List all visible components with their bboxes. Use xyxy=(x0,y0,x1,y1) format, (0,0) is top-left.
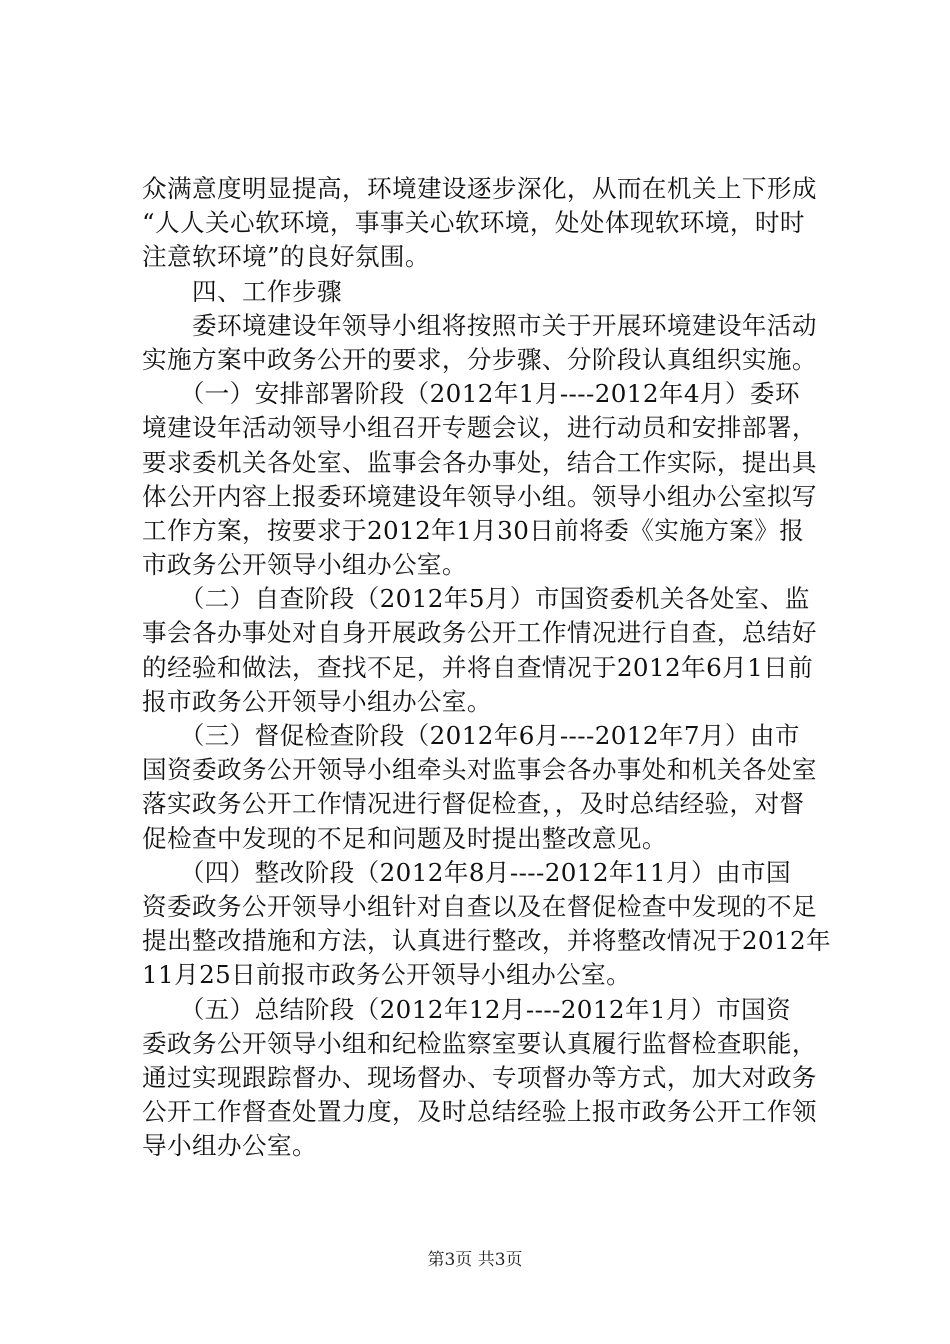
text-line: （一）安排部署阶段（2012年1月----2012年4月）委环 xyxy=(142,379,800,409)
text-line: （四）整改阶段（2012年8月----2012年11月）由市国 xyxy=(142,857,791,887)
text-line: 公开工作督查处置力度，及时总结经验上报市政务公开工作领 xyxy=(142,1097,817,1127)
text-line: 通过实现跟踪督办、现场督办、专项督办等方式，加大对政务 xyxy=(142,1062,817,1092)
text-line: 工作方案，按要求于2012年1月30日前将委《实施方案》报 xyxy=(142,515,805,545)
text-line: 资委政务公开领导小组针对自查以及在督促检查中发现的不足 xyxy=(142,891,817,921)
text-line: 导小组办公室。 xyxy=(142,1131,317,1161)
text-line: 提出整改措施和方法，认真进行整改，并将整改情况于2012年 xyxy=(142,926,832,956)
text-line: 报市政务公开领导小组办公室。 xyxy=(142,686,492,716)
text-line: 委环境建设年领导小组将按照市关于开展环境建设年活动 xyxy=(142,310,817,340)
text-line: 11月25日前报市政务公开领导小组办公室。 xyxy=(142,960,632,990)
section-heading: 四、工作步骤 xyxy=(142,276,342,306)
text-line: 委政务公开领导小组和纪检监察室要认真履行监督检查职能， xyxy=(142,1028,817,1058)
text-line: 的经验和做法，查找不足，并将自查情况于2012年6月1日前 xyxy=(142,652,814,682)
page-number-label: 第3页 共3页 xyxy=(427,1250,523,1270)
text-line: 事会各办事处对自身开展政务公开工作情况进行自查，总结好 xyxy=(142,618,817,648)
text-line: 注意软环境”的良好氛围。 xyxy=(142,242,430,272)
text-line: 落实政务公开工作情况进行督促检查，，及时总结经验，对督 xyxy=(142,789,805,819)
text-line: （五）总结阶段（2012年12月----2012年1月）市国资 xyxy=(142,994,791,1024)
text-line: 体公开内容上报委环境建设年领导小组。领导小组办公室拟写 xyxy=(142,481,817,511)
document-body xyxy=(142,172,832,1163)
text-line: （二）自查阶段（2012年5月）市国资委机关各处室、监 xyxy=(142,584,810,614)
text-line: 国资委政务公开领导小组牵头对监事会各办事处和机关各处室 xyxy=(142,755,817,785)
text-line: 促检查中发现的不足和问题及时提出整改意见。 xyxy=(142,823,667,853)
page-footer xyxy=(0,1245,950,1270)
text-line: 市政务公开领导小组办公室。 xyxy=(142,550,467,580)
text-line: （三）督促检查阶段（2012年6月----2012年7月）由市 xyxy=(142,721,800,750)
text-line: 要求委机关各处室、监事会各办事处，结合工作实际，提出具 xyxy=(142,447,817,477)
text-line: 众满意度明显提高，环境建设逐步深化，从而在机关上下形成 xyxy=(142,174,817,203)
text-line: 境建设年活动领导小组召开专题会议，进行动员和安排部署， xyxy=(142,413,817,443)
text-line: 实施方案中政务公开的要求，分步骤、分阶段认真组织实施。 xyxy=(142,344,817,374)
text-line: “人人关心软环境，事事关心软环境，处处体现软环境，时时 xyxy=(142,208,805,238)
